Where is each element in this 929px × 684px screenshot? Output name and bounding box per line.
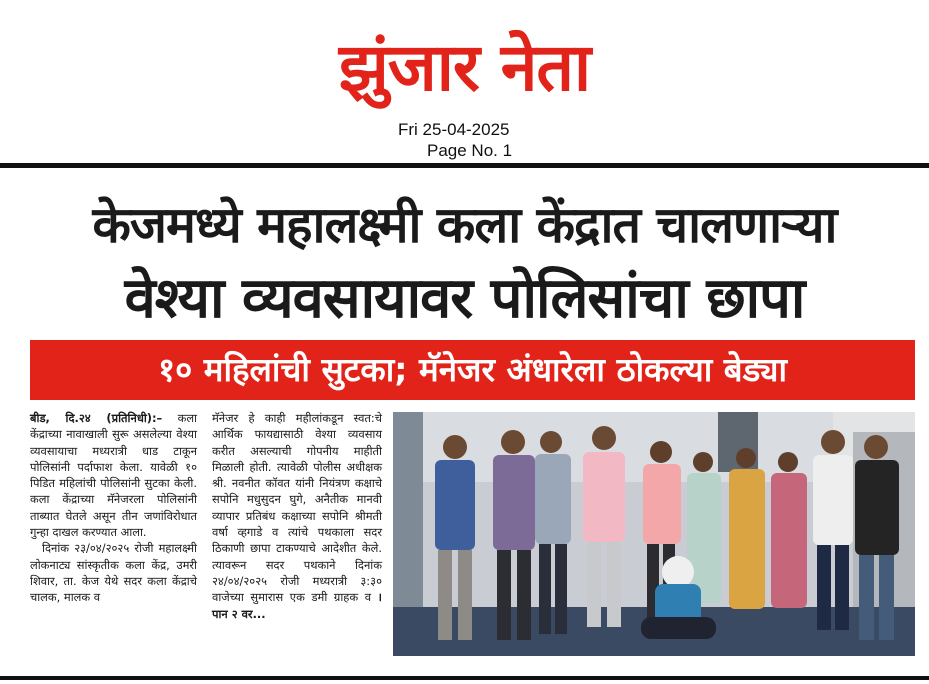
headline-line-1: केजमध्ये महालक्ष्मी कला केंद्रात चालणाऱ्या (92, 196, 837, 254)
subheadline: १० महिलांची सुटका; मॅनेजर अंधारेला ठोकल्या बेड्या (157, 350, 788, 389)
page-number: Page No. 1 (427, 141, 513, 160)
group-of-people (435, 426, 899, 640)
edition-date: Fri 25-04-2025 (398, 120, 510, 139)
masthead-divider (0, 163, 929, 168)
dateline: बीड, दि.२४ (प्रतिनिधी):– (30, 411, 163, 425)
bottom-divider (0, 676, 929, 680)
continued-marker: । पान २ वर... (212, 590, 382, 621)
headline-line-2: वेश्या व्यवसायावर पोलिसांचा छापा (124, 266, 805, 331)
newspaper-logo: झुंजार नेता (338, 29, 591, 106)
column-1-paragraph-2: दिनांक २३/०४/२०२५ रोजी महालक्ष्मी लोकनाट्य सांस्कृतीक कला केंद्र, उमरी शिवार, ता. केज येथे सदर कला केंद्राचे चालक, मालक व (30, 541, 197, 605)
column-1-paragraph-1: कला केंद्राच्या नावाखाली सुरू असलेल्या वेश्या व्यवसायाचा मध्यरात्री धाड टाकून पोलिसांनी पर्दाफाश केला. यावेळी १० पिडित महिलांची पोलिसांनी सुटका केली. कला केंद्राच्या मॅनेजरला पोलिसांनी ताब्यात घेतले असून तीन जणांविरोधात गुन्हा दाखल करण्यात आला. (30, 411, 197, 540)
column-2-text: मॅनेजर हे काही महीलांकडून स्वत:चे आर्थिक फायद्यासाठी वेश्या व्यवसाय करीत असल्याची गोपनीय माहीती मिळाली होती. त्यावेळी पोलीस अधीक्षक श्री. नवनीत कॉवत यांनी नियंत्रण कक्षाचे सपोनि मधुसुदन घुगे, अनैतीक मानवी व्यापार प्रतिबंध कक्षाच्या सपोनि श्रीमती वर्षा व्हगाडे व त्यांचे पथकाला सदर ठिकाणी छापा टाकण्याचे आदेशीत केले. त्यावरून सदर पथकाने दिनांक २४/०४/२०२५ रोजी मध्यरात्री ३:३० वाजेच्या सुमारास एक डमी ग्राहक व (212, 411, 382, 605)
masthead (0, 0, 929, 165)
article-column-2 (212, 410, 382, 622)
article-column-1 (30, 410, 197, 606)
news-photo (393, 412, 915, 656)
